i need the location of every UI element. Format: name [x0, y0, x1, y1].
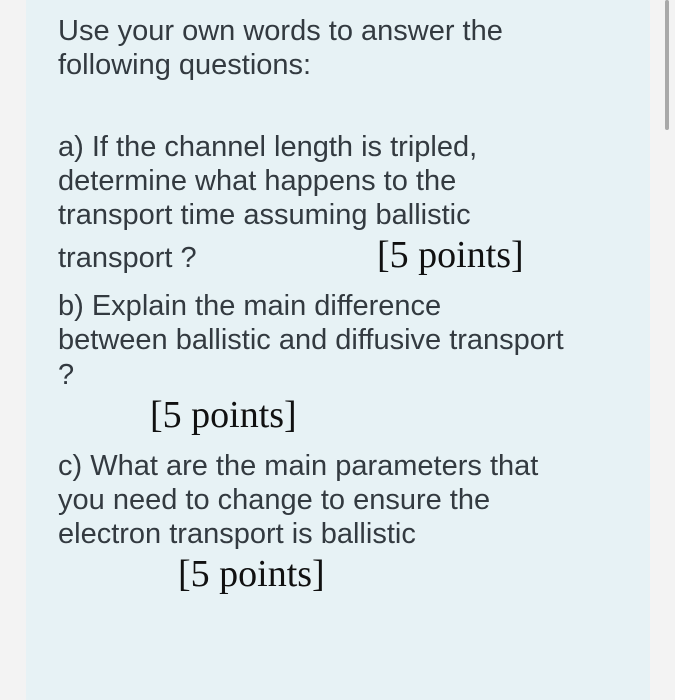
question-c-line-2: you need to change to ensure the	[58, 484, 491, 516]
question-c-line-3: electron transport is ballistic	[58, 518, 416, 550]
question-a-line-3: transport time assuming ballistic	[58, 199, 471, 231]
intro-line-2: following questions:	[58, 49, 312, 81]
question-b-points: [5 points]	[150, 394, 297, 436]
question-a-line-4: transport ?	[58, 242, 197, 274]
question-c-points: [5 points]	[178, 553, 325, 595]
question-a-line-1: a) If the channel length is tripled,	[58, 131, 478, 163]
intro-line-1: Use your own words to answer the	[58, 15, 503, 47]
question-b-line-1: b) Explain the main difference	[58, 290, 442, 322]
question-a-line-2: determine what happens to the	[58, 165, 457, 197]
question-b-line-2: between ballistic and diffusive transport	[58, 324, 564, 356]
question-a-points: [5 points]	[377, 234, 524, 276]
scrollbar[interactable]	[665, 0, 669, 130]
question-b-line-3: ?	[58, 359, 75, 391]
question-c-line-1: c) What are the main parameters that	[58, 450, 539, 482]
